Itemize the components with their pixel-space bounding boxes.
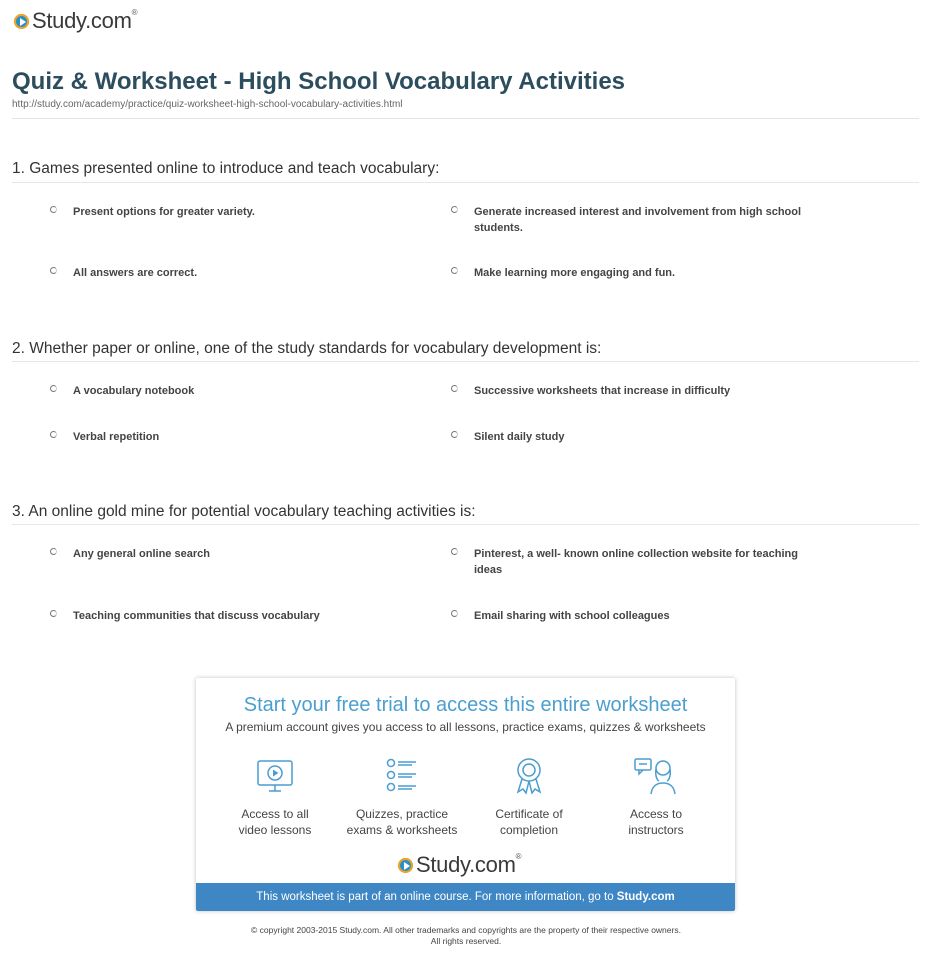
answer-option[interactable]: Make learning more engaging and fun.	[451, 265, 821, 281]
radio-icon[interactable]	[50, 385, 57, 392]
radio-icon[interactable]	[451, 267, 458, 274]
answer-option[interactable]: A vocabulary notebook	[50, 383, 420, 399]
radio-icon[interactable]	[50, 610, 57, 617]
radio-icon[interactable]	[451, 610, 458, 617]
radio-icon[interactable]	[50, 431, 57, 438]
answer-option[interactable]: Generate increased interest and involvement from high school students.	[451, 204, 821, 236]
question-divider	[12, 524, 919, 525]
answer-option[interactable]: Present options for greater variety.	[50, 204, 420, 220]
question-divider	[12, 182, 919, 183]
radio-icon[interactable]	[50, 548, 57, 555]
promo-headline[interactable]: Start your free trial to access this entire worksheet	[243, 694, 688, 716]
study-logo[interactable]	[14, 8, 137, 34]
radio-icon[interactable]	[451, 206, 458, 213]
free-trial-promo[interactable]	[196, 678, 735, 911]
radio-icon[interactable]	[451, 548, 458, 555]
certificate-icon	[509, 756, 549, 796]
play-logo-icon	[14, 14, 29, 29]
question-divider	[12, 361, 919, 362]
radio-icon[interactable]	[50, 206, 57, 213]
checklist-icon	[382, 756, 422, 796]
question-2: 2. Whether paper or online, one of the study standards for vocabulary development is:	[12, 340, 602, 357]
answer-option[interactable]: Pinterest, a well- known online collection website for teaching ideas	[451, 546, 821, 578]
feature-certificate: Certificate of completion	[464, 756, 594, 838]
radio-icon[interactable]	[50, 267, 57, 274]
radio-icon[interactable]	[451, 385, 458, 392]
study-logo[interactable]	[398, 852, 521, 878]
feature-instructors: Access to instructors	[591, 756, 721, 838]
play-logo-icon	[398, 858, 413, 873]
instructor-icon	[633, 756, 679, 796]
copyright-notice: © copyright 2003-2015 Study.com. All other trademarks and copyrights are the property of their respective owners. All rights reserved.	[251, 925, 681, 946]
logo-wordmark: Study.com®	[32, 8, 138, 33]
promo-subhead: A premium account gives you access to all lessons, practice exams, quizzes & worksheets	[225, 720, 706, 734]
answer-option[interactable]: Any general online search	[50, 546, 420, 562]
answer-option[interactable]: Successive worksheets that increase in difficulty	[451, 383, 821, 399]
radio-icon[interactable]	[451, 431, 458, 438]
page-title: Quiz & Worksheet - High School Vocabulary Activities	[12, 68, 626, 95]
feature-video-lessons: Access to all video lessons	[210, 756, 340, 838]
header-divider	[12, 118, 919, 119]
question-3: 3. An online gold mine for potential vocabulary teaching activities is:	[12, 503, 476, 520]
answer-option[interactable]: Teaching communities that discuss vocabulary	[50, 608, 420, 624]
page-url[interactable]: http://study.com/academy/practice/quiz-worksheet-high-school-vocabulary-activities.html	[12, 99, 403, 110]
question-1: 1. Games presented online to introduce and teach vocabulary:	[12, 160, 440, 177]
answer-option[interactable]: Email sharing with school colleagues	[451, 608, 821, 624]
feature-quizzes: Quizzes, practice exams & worksheets	[337, 756, 467, 838]
answer-option[interactable]: All answers are correct.	[50, 265, 420, 281]
answer-option[interactable]: Verbal repetition	[50, 429, 420, 445]
study-link[interactable]: Study.com	[616, 891, 675, 903]
answer-option[interactable]: Silent daily study	[451, 429, 821, 445]
video-lesson-icon	[255, 756, 295, 796]
logo-wordmark: Study.com®	[416, 852, 522, 877]
promo-footer-bar[interactable]: This worksheet is part of an online course. For more information, go to Study.com	[196, 883, 735, 911]
